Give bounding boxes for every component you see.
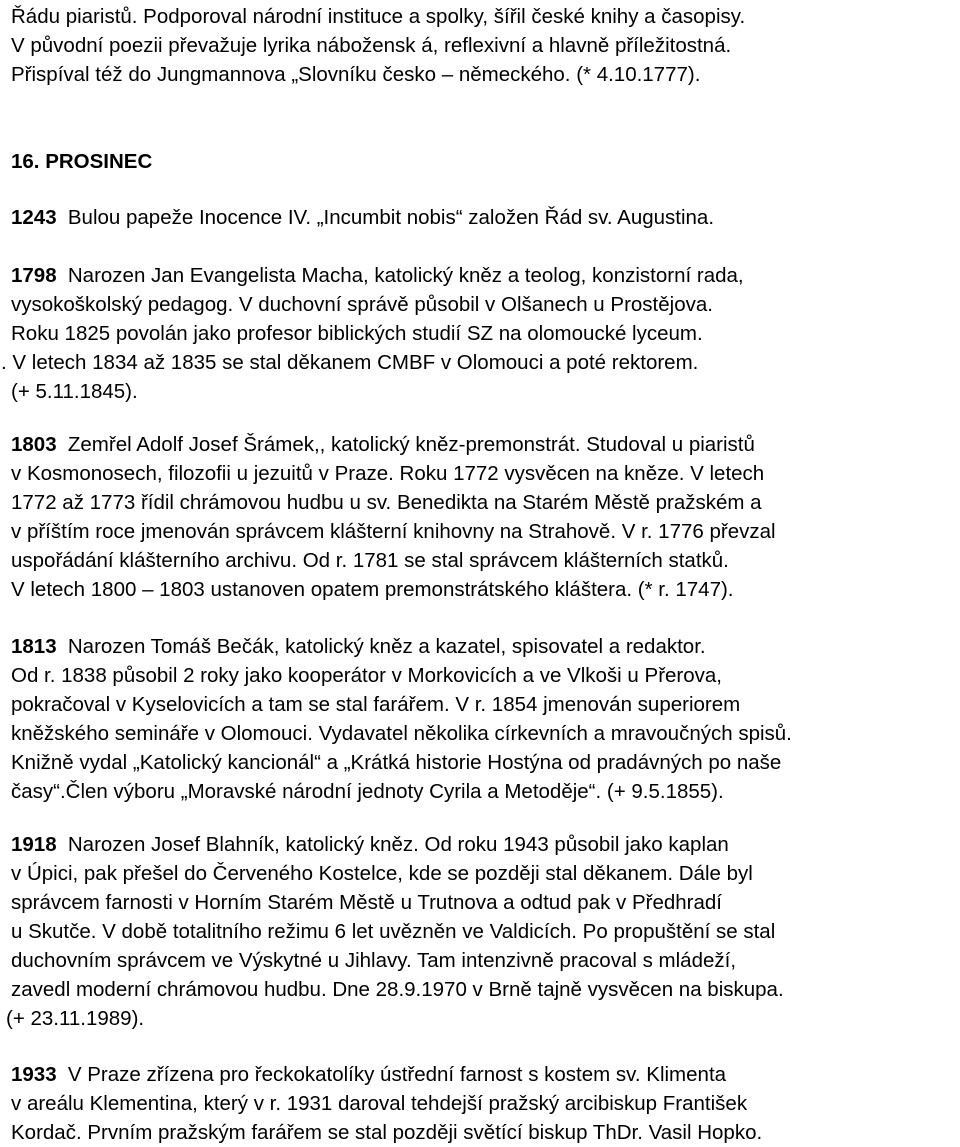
entry-text: . V letech 1834 až 1835 se stal děkanem CMBF v Olomouci a poté rektorem.	[1, 351, 699, 374]
entry-text: v areálu Klementina, který v r. 1931 daroval tehdejší pražský arcibiskup František	[11, 1092, 748, 1115]
entry-text: V letech 1800 – 1803 ustanoven opatem premonstrátského kláštera. (* r. 1747).	[11, 578, 734, 601]
entry-text: Kordač. Prvním pražským farářem se stal později světící biskup ThDr. Vasil Hopko.	[11, 1121, 763, 1144]
entry-text: vysokoškolský pedagog. V duchovní správě působil v Olšanech u Prostějova.	[11, 293, 713, 316]
entry-text: V Praze zřízena pro řeckokatolíky ústřední farnost s kostem sv. Klimenta	[67, 1063, 727, 1086]
entry-text: časy“.Člen výboru „Moravské národní jednoty Cyrila a Metoděje“. (+ 9.5.1855).	[11, 780, 724, 803]
entry-year: 1243	[11, 206, 57, 229]
entry-text: v Kosmonosech, filozofii u jezuitů v Praze. Roku 1772 vysvěcen na kněze. V letech	[11, 462, 765, 485]
entry-text: Narozen Tomáš Bečák, katolický kněz a kazatel, spisovatel a redaktor.	[67, 635, 706, 658]
entry-year: 1918	[11, 833, 57, 856]
entry-text: v Úpici, pak přešel do Červeného Kostelce, kde se později stal děkanem. Dále byl	[11, 862, 753, 885]
entry-text: Narozen Jan Evangelista Macha, katolický kněz a teolog, konzistorní rada,	[67, 264, 744, 287]
entry-text: Narozen Josef Blahník, katolický kněz. Od roku 1943 působil jako kaplan	[67, 833, 729, 856]
entry-text: duchovním správcem ve Výskytné u Jihlavy. Tam intenzivně pracoval s mládeží,	[11, 949, 737, 972]
entry-text: Knižně vydal „Katolický kancionál“ a „Krátká historie Hostýna od pradávných po naše	[11, 751, 782, 774]
entry-year: 1813	[11, 635, 57, 658]
entry-1803	[11, 430, 956, 604]
entry-1243	[11, 203, 956, 232]
intro-line: Řádu piaristů. Podporoval národní instituce a spolky, šířil české knihy a časopisy.	[11, 5, 746, 28]
entry-text: pokračoval v Kyselovicích a tam se stal farářem. V r. 1854 jmenován superiorem	[11, 693, 741, 716]
month-heading: 16. PROSINEC	[11, 150, 153, 173]
entry-text: (+ 5.11.1845).	[11, 380, 138, 403]
intro-line: Přispíval též do Jungmannova „Slovníku česko – německého. (* 4.10.1777).	[11, 63, 701, 86]
entry-text: uspořádání klášterního archivu. Od r. 1781 se stal správcem klášterních statků.	[11, 549, 729, 572]
entry-text: v příštím roce jmenován správcem klášterní knihovny na Strahově. V r. 1776 převzal	[11, 520, 776, 543]
entry-text: Roku 1825 povolán jako profesor biblických studií SZ na olomoucké lyceum.	[11, 322, 703, 345]
intro-paragraph	[11, 2, 956, 89]
entry-year: 1798	[11, 264, 57, 287]
entry-text: Zemřel Adolf Josef Šrámek,, katolický kněz-premonstrát. Studoval u piaristů	[67, 433, 755, 456]
entry-text: 1772 až 1773 řídil chrámovou hudbu u sv. Benedikta na Starém Městě pražském a	[11, 491, 762, 514]
entry-text: zavedl moderní chrámovou hudbu. Dne 28.9.1970 v Brně tajně vysvěcen na biskupa.	[11, 978, 784, 1001]
entry-text: Bulou papeže Inocence IV. „Incumbit nobis“ založen Řád sv. Augustina.	[67, 206, 715, 229]
intro-line: V původní poezii převažuje lyrika nábožensk á, reflexivní a hlavně příležitostná.	[11, 34, 732, 57]
entry-year: 1803	[11, 433, 57, 456]
entry-text: správcem farnosti v Horním Starém Městě u Trutnova a odtud pak v Předhradí	[11, 891, 722, 914]
entry-1933	[11, 1060, 956, 1147]
entry-1813	[11, 632, 956, 806]
entry-text: kněžského semináře v Olomouci. Vydavatel několika církevních a mravoučných spisů.	[11, 722, 792, 745]
entry-text: u Skutče. V době totalitního režimu 6 let uvězněn ve Valdicích. Po propuštění se stal	[11, 920, 776, 943]
entry-text: (+ 23.11.1989).	[6, 1007, 145, 1030]
entry-text: Od r. 1838 působil 2 roky jako kooperátor v Morkovicích a ve Vlkoši u Přerova,	[11, 664, 723, 687]
entry-year: 1933	[11, 1063, 57, 1086]
entry-1798	[1, 261, 956, 406]
entry-1918	[6, 830, 956, 1033]
